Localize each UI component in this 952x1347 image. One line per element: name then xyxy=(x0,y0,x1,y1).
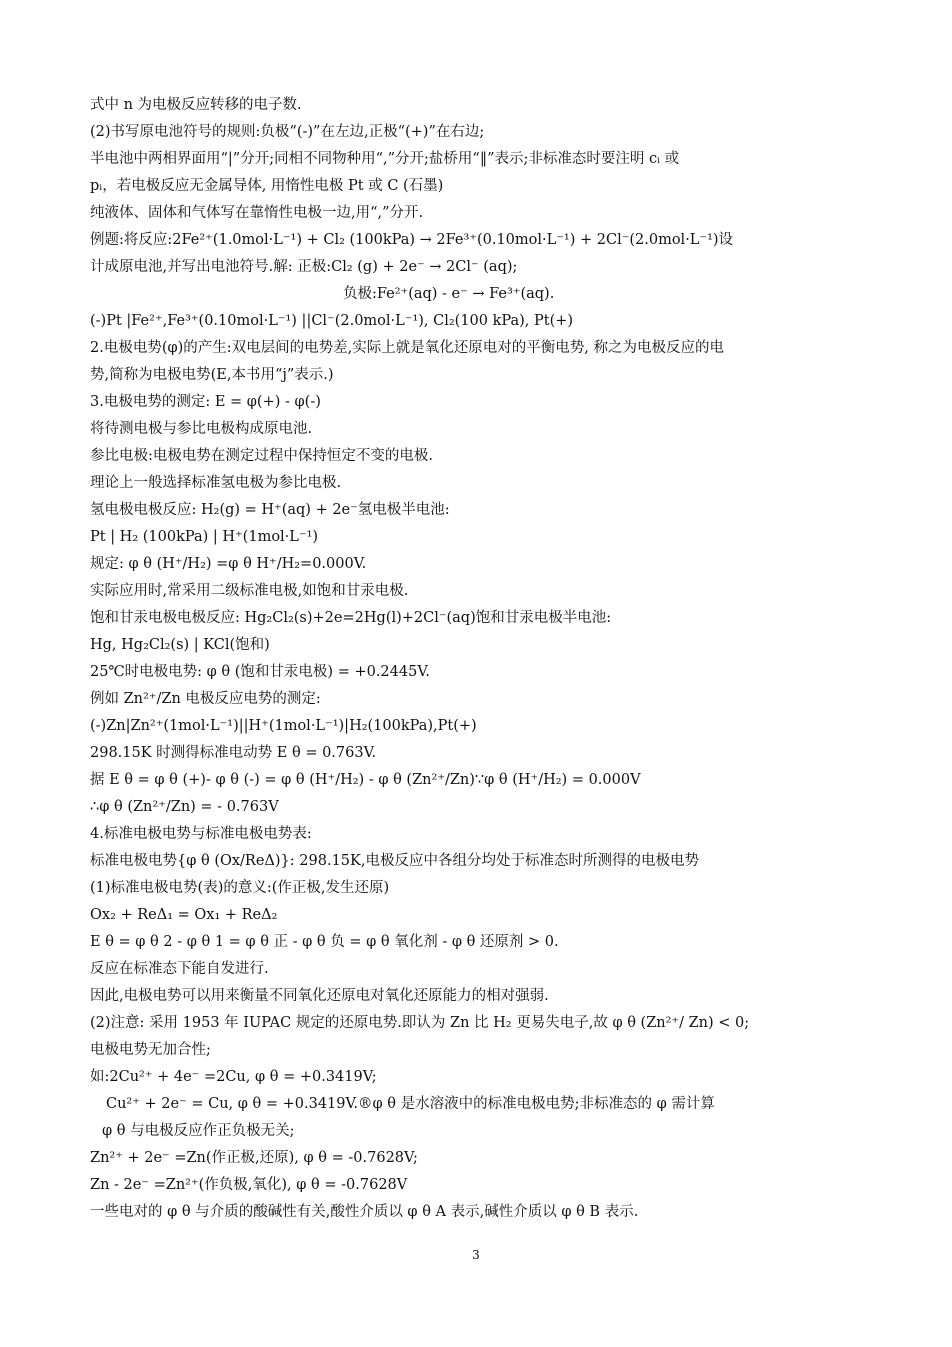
text-line: φ θ 与电极反应作正负极无关; xyxy=(102,1123,295,1139)
page-number: 3 xyxy=(472,1248,480,1262)
text-line: 因此,电极电势可以用来衡量不同氧化还原电对氧化还原能力的相对强弱. xyxy=(90,988,549,1004)
text-line: 如:2Cu²⁺ + 4e⁻ =2Cu, φ θ = +0.3419V; xyxy=(90,1069,377,1085)
text-line: 2.电极电势(φ)的产生:双电层间的电势差,实际上就是氧化还原电对的平衡电势, 称之为电极反应的电 xyxy=(90,340,725,356)
text-line: Zn²⁺ + 2e⁻ =Zn(作正极,还原), φ θ = -0.7628V; xyxy=(90,1150,418,1166)
text-line: 氢电极电极反应: H₂(g) = H⁺(aq) + 2e⁻氢电极半电池: xyxy=(90,502,450,518)
text-line: 负极:Fe²⁺(aq) - e⁻ → Fe³⁺(aq). xyxy=(343,286,555,302)
text-line: 实际应用时,常采用二级标准电极,如饱和甘汞电极. xyxy=(90,583,409,599)
text-line: Cu²⁺ + 2e⁻ = Cu, φ θ = +0.3419V.®φ θ 是水溶液中的标准电极电势;非标准态的 φ 需计算 xyxy=(106,1096,715,1112)
text-line: 据 E θ = φ θ (+)- φ θ (-) = φ θ (H⁺/H₂) - φ θ (Zn²⁺/Zn)∵φ θ (H⁺/H₂) = 0.000V xyxy=(90,772,641,788)
text-line: (2)书写原电池符号的规则:负极“(-)”在左边,正极“(+)”在右边; xyxy=(90,124,485,140)
text-line: 电极电势无加合性; xyxy=(90,1042,211,1058)
text-line: 例如 Zn²⁺/Zn 电极反应电势的测定: xyxy=(90,691,321,707)
text-line: 势,简称为电极电势(E,本书用“j”表示.) xyxy=(90,367,334,383)
text-line: 将待测电极与参比电极构成原电池. xyxy=(90,421,313,437)
text-line: Pt | H₂ (100kPa) | H⁺(1mol·L⁻¹) xyxy=(90,529,319,545)
text-line: 一些电对的 φ θ 与介质的酸碱性有关,酸性介质以 φ θ A 表示,碱性介质以 φ θ B 表示. xyxy=(90,1204,639,1220)
text-line: 计成原电池,并写出电池符号.解: 正极:Cl₂ (g) + 2e⁻ → 2Cl⁻ (aq); xyxy=(90,259,518,275)
text-line: (-)Pt |Fe²⁺,Fe³⁺(0.10mol·L⁻¹) ||Cl⁻(2.0mol·L⁻¹), Cl₂(100 kPa), Pt(+) xyxy=(90,313,574,329)
text-line: Zn - 2e⁻ =Zn²⁺(作负极,氧化), φ θ = -0.7628V xyxy=(90,1177,408,1193)
text-line: 规定: φ θ (H⁺/H₂) =φ θ H⁺/H₂=0.000V. xyxy=(90,556,367,572)
text-line: 298.15K 时测得标准电动势 E θ = 0.763V. xyxy=(90,745,377,761)
text-line: 25℃时电极电势: φ θ (饱和甘汞电极) = +0.2445V. xyxy=(90,664,430,680)
text-line: Ox₂ + ReΔ₁ = Ox₁ + ReΔ₂ xyxy=(90,907,278,923)
text-line: (-)Zn|Zn²⁺(1mol·L⁻¹)||H⁺(1mol·L⁻¹)|H₂(100kPa),Pt(+) xyxy=(90,718,477,734)
text-line: 参比电极:电极电势在测定过程中保持恒定不变的电极. xyxy=(90,448,433,464)
text-body xyxy=(90,92,870,1226)
text-line: 4.标准电极电势与标准电极电势表: xyxy=(90,826,312,842)
text-line: 反应在标准态下能自发进行. xyxy=(90,961,269,977)
text-line: 3.电极电势的测定: E = φ(+) - φ(-) xyxy=(90,394,321,410)
text-line: Hg, Hg₂Cl₂(s) | KCl(饱和) xyxy=(90,637,270,653)
text-line: (2)注意: 采用 1953 年 IUPAC 规定的还原电势.即认为 Zn 比 H₂ 更易失电子,故 φ θ (Zn²⁺/ Zn) < 0; xyxy=(90,1015,750,1031)
text-line: 式中 n 为电极反应转移的电子数. xyxy=(90,97,302,113)
text-line: 纯液体、固体和气体写在靠惰性电极一边,用“,”分开. xyxy=(90,205,424,221)
text-line: 标准电极电势{φ θ (Ox/ReΔ)}: 298.15K,电极反应中各组分均处于标准态时所测得的电极电势 xyxy=(90,853,699,869)
text-line: (1)标准电极电势(表)的意义:(作正极,发生还原) xyxy=(90,880,390,896)
text-line: pᵢ，若电极反应无金属导体, 用惰性电极 Pt 或 C (石墨) xyxy=(90,178,444,194)
text-line: 半电池中两相界面用“|”分开;同相不同物种用“,”分开;盐桥用“‖”表示;非标准态时要注明 cᵢ 或 xyxy=(90,151,680,167)
text-line: 饱和甘汞电极电极反应: Hg₂Cl₂(s)+2e=2Hg(l)+2Cl⁻(aq)饱和甘汞电极半电池: xyxy=(90,610,612,626)
text-line: ∴φ θ (Zn²⁺/Zn) = - 0.763V xyxy=(90,799,279,815)
text-line: E θ = φ θ 2 - φ θ 1 = φ θ 正 - φ θ 负 = φ θ 氧化剂 - φ θ 还原剂 > 0. xyxy=(90,934,559,950)
text-line: 例题:将反应:2Fe²⁺(1.0mol·L⁻¹) + Cl₂ (100kPa) → 2Fe³⁺(0.10mol·L⁻¹) + 2Cl⁻(2.0mol·L⁻¹)设 xyxy=(90,232,734,248)
text-line: 理论上一般选择标准氢电极为参比电极. xyxy=(90,475,342,491)
